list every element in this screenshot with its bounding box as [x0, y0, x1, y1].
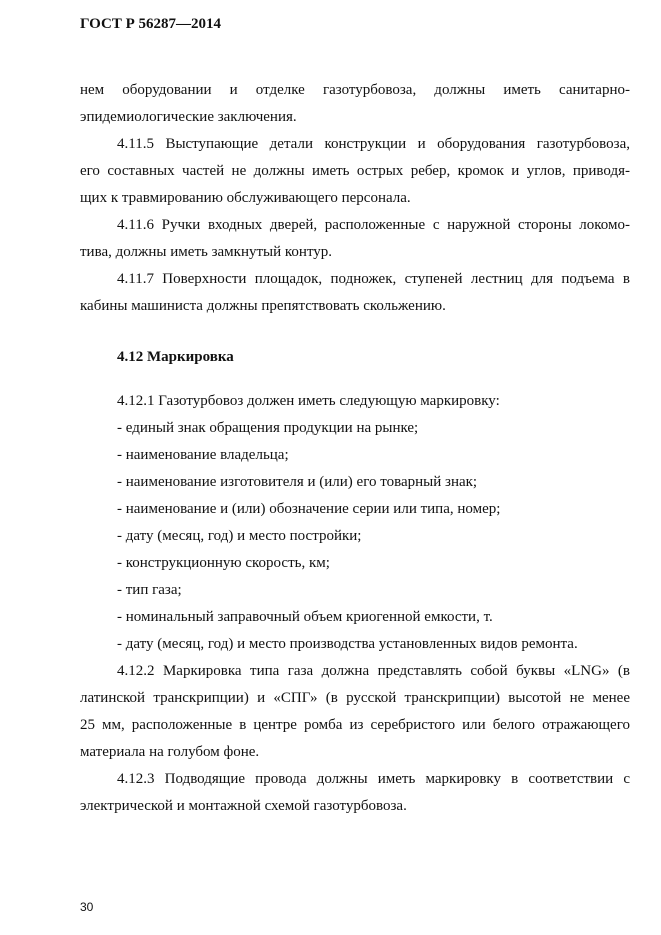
paragraph-line: электрической и монтажной схемой газотурбовоза.	[80, 798, 407, 814]
paragraph-line: 4.12.3 Подводящие провода должны иметь маркировку в соответствии с	[117, 771, 630, 787]
list-item: - наименование изготовителя и (или) его товарный знак;	[117, 474, 478, 490]
list-item: - конструкционную скорость, км;	[117, 555, 330, 571]
list-item: - дату (месяц, год) и место производства установленных видов ремонта.	[117, 636, 578, 652]
paragraph-line: 4.11.5 Выступающие детали конструкции и оборудования газотурбовоза,	[117, 136, 630, 152]
paragraph-line: 4.12.2 Маркировка типа газа должна представлять собой буквы «LNG» (в	[117, 663, 630, 679]
paragraph-line: 4.11.6 Ручки входных дверей, расположенные с наружной стороны локомо-	[117, 217, 630, 233]
list-item: - номинальный заправочный объем криогенной емкости, т.	[117, 609, 493, 625]
paragraph-line: эпидемиологические заключения.	[80, 109, 297, 125]
paragraph-line: нем оборудовании и отделке газотурбовоза, должны иметь санитарно-	[80, 82, 630, 98]
paragraph-line: 4.11.7 Поверхности площадок, подножек, ступеней лестниц для подъема в	[117, 271, 630, 287]
document-header: ГОСТ Р 56287—2014	[80, 16, 222, 32]
paragraph-line: латинской транскрипции) и «СПГ» (в русской транскрипции) высотой не менее	[80, 690, 630, 706]
list-item: - наименование и (или) обозначение серии или типа, номер;	[117, 501, 501, 517]
section-heading: 4.12 Маркировка	[117, 349, 234, 365]
paragraph-line: 4.12.1 Газотурбовоз должен иметь следующую маркировку:	[117, 393, 500, 409]
page-number: 30	[80, 900, 94, 914]
paragraph-line: тива, должны иметь замкнутый контур.	[80, 244, 333, 260]
paragraph-line: его составных частей не должны иметь острых ребер, кромок и углов, приводя-	[80, 163, 630, 179]
paragraph-line: щих к травмированию обслуживающего персонала.	[80, 190, 411, 206]
list-item: - единый знак обращения продукции на рынке;	[117, 420, 419, 436]
list-item: - тип газа;	[117, 582, 182, 598]
paragraph-line: материала на голубом фоне.	[80, 744, 260, 760]
list-item: - дату (месяц, год) и место постройки;	[117, 528, 362, 544]
paragraph-line: 25 мм, расположенные в центре ромба из серебристого или белого отражающего	[80, 717, 630, 733]
list-item: - наименование владельца;	[117, 447, 289, 463]
paragraph-line: кабины машиниста должны препятствовать скольжению.	[80, 298, 446, 314]
